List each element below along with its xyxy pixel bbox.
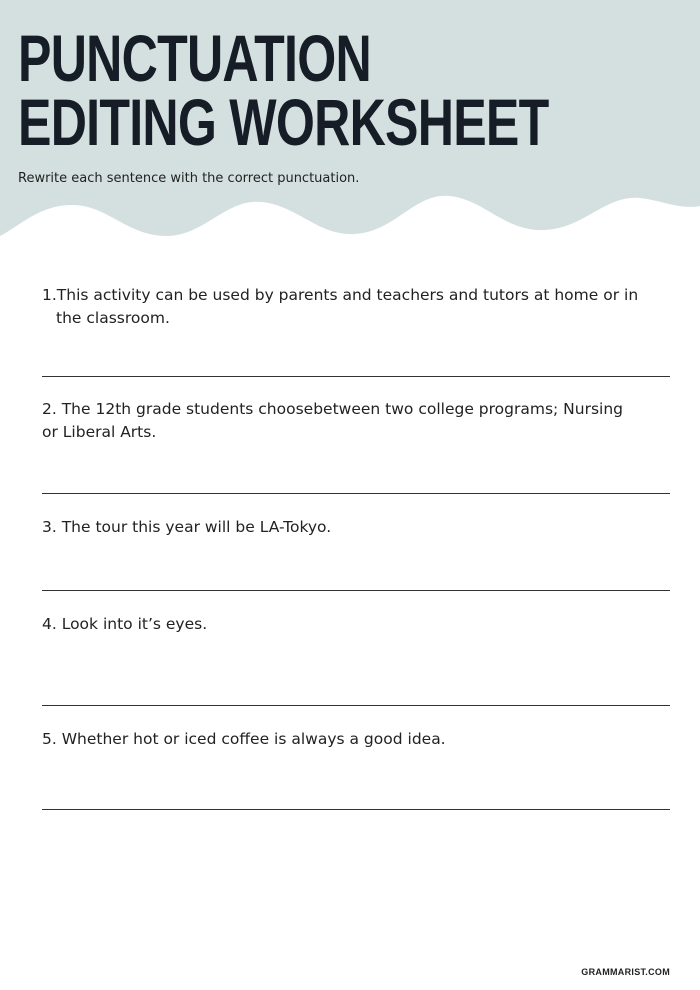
question-3: 3. The tour this year will be LA-Tokyo. <box>42 518 332 536</box>
page-title <box>18 21 549 159</box>
instruction-text: Rewrite each sentence with the correct punctuation. <box>18 171 360 186</box>
answer-line-4[interactable] <box>42 705 670 706</box>
question-5: 5. Whether hot or iced coffee is always a good idea. <box>42 730 446 748</box>
answer-line-3[interactable] <box>42 590 670 591</box>
question-4: 4. Look into it’s eyes. <box>42 615 208 633</box>
footer-source: GRAMMARIST.COM <box>581 967 670 977</box>
question-1: 1.This activity can be used by parents and teachers and tutors at home or in the classroom. <box>42 286 639 327</box>
answer-line-2[interactable] <box>42 493 670 494</box>
title-line-2: EDITING WORKSHEET <box>18 85 549 159</box>
answer-line-1[interactable] <box>42 376 670 377</box>
answer-line-5[interactable] <box>42 809 670 810</box>
title-line-1: PUNCTUATION <box>18 21 371 95</box>
header-banner <box>0 0 700 250</box>
question-2: 2. The 12th grade students choosebetween two college programs; Nursing or Liberal Arts. <box>42 400 624 441</box>
